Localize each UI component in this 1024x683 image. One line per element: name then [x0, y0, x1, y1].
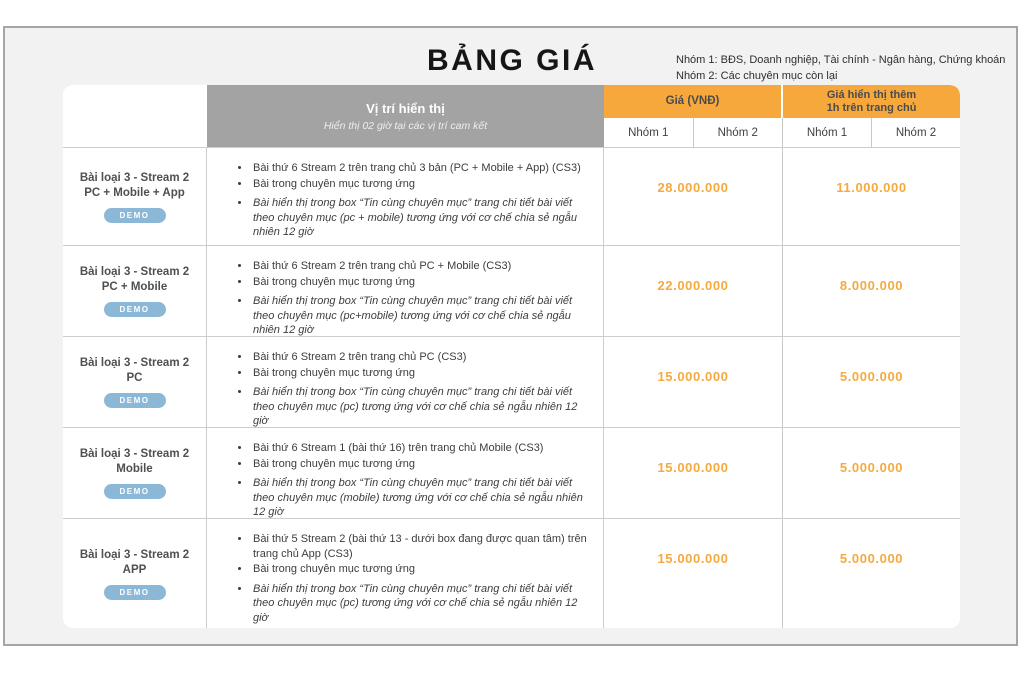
- row-4-label: Bài loại 3 - Stream 2 Mobile: [79, 448, 190, 475]
- group-note-1: Nhóm 1: BĐS, Doanh nghiệp, Tài chính - Ngân hàng, Chứng khoán: [676, 54, 1006, 66]
- row-3-description-cell: [207, 336, 604, 427]
- row-2-label-cell: [63, 245, 207, 336]
- extra-group-subheader: [783, 118, 960, 147]
- price-group-header: [604, 85, 783, 118]
- bullet-item: • Bài hiển thị trong box “Tin cùng chuyên mục” trang chi tiết bài viết theo chuyên mục (pc+mobile) tương ứng với cơ chế chia sẻ ngẫu nhiên 12 giờ: [251, 294, 593, 338]
- extra-group-col1: Nhóm 1: [783, 118, 872, 147]
- bullet-item: • Bài thứ 6 Stream 1 (bài thứ 16) trên trang chủ Mobile (CS3): [251, 441, 593, 456]
- bullet-item: • Bài trong chuyên mục tương ứng: [251, 275, 593, 290]
- bullet-item: • Bài trong chuyên mục tương ứng: [251, 366, 593, 381]
- row-3-bullet-list: [237, 350, 593, 429]
- row-5-demo-button[interactable]: DEMO: [104, 585, 166, 600]
- row-4-price: 15.000.000: [604, 427, 783, 518]
- row-4-label-cell: [63, 427, 207, 518]
- bullet-item: • Bài hiển thị trong box “Tin cùng chuyên mục” trang chi tiết bài viết theo chuyên mục (pc) tương ứng với cơ chế chia sẻ ngẫu nhiên 12 giờ: [251, 582, 593, 626]
- row-3-price: 15.000.000: [604, 336, 783, 427]
- bullet-item: • Bài trong chuyên mục tương ứng: [251, 562, 593, 577]
- price-group-label: Giá (VNĐ): [665, 95, 720, 107]
- row-1-label: Bài loại 3 - Stream 2 PC + Mobile + App: [79, 171, 190, 199]
- row-5-description-cell: [207, 518, 604, 628]
- bullet-item: • Bài trong chuyên mục tương ứng: [251, 457, 593, 472]
- row-1-description-cell: [207, 147, 604, 245]
- row-5-extra-price: 5.000.000: [783, 518, 960, 628]
- row-2-bullet-list: [237, 259, 593, 338]
- extra-group-header: [783, 85, 960, 118]
- row-1-price: 28.000.000: [604, 147, 783, 245]
- position-header-title: Vị trí hiển thị: [366, 100, 445, 116]
- group-notes: [676, 52, 1005, 84]
- price-group-col2: Nhóm 2: [694, 118, 783, 147]
- row-5-label-cell: [63, 518, 207, 628]
- bullet-item: • Bài thứ 6 Stream 2 trên trang chủ 3 bản (PC + Mobile + App) (CS3): [251, 161, 593, 176]
- row-1-label-cell: [63, 147, 207, 245]
- row-3-label: Bài loại 3 - Stream 2 PC: [79, 357, 190, 384]
- price-group-col1: Nhóm 1: [604, 118, 694, 147]
- position-header: [207, 85, 604, 147]
- position-header-subtitle: Hiển thị 02 giờ tại các vị trí cam kết: [323, 119, 488, 132]
- row-3-extra-price: 5.000.000: [783, 336, 960, 427]
- row-4-demo-button[interactable]: DEMO: [104, 484, 166, 499]
- row-2-label: Bài loại 3 - Stream 2 PC + Mobile: [79, 266, 190, 293]
- pricing-table: [63, 85, 960, 628]
- row-1-demo-button[interactable]: DEMO: [104, 208, 166, 223]
- bullet-item: • Bài thứ 6 Stream 2 trên trang chủ PC + Mobile (CS3): [251, 259, 593, 274]
- row-5-price: 15.000.000: [604, 518, 783, 628]
- row-2-extra-price: 8.000.000: [783, 245, 960, 336]
- row-1-extra-price: 11.000.000: [783, 147, 960, 245]
- bullet-item: • Bài trong chuyên mục tương ứng: [251, 177, 593, 192]
- bullet-item: • Bài thứ 5 Stream 2 (bài thứ 13 - dưới box đang được quan tâm) trên trang chủ App (CS3): [251, 532, 593, 561]
- extra-group-label-line1: Giá hiển thị thêm: [826, 88, 917, 101]
- row-4-description-cell: [207, 427, 604, 518]
- bullet-item: • Bài hiển thị trong box “Tin cùng chuyên mục” trang chi tiết bài viết theo chuyên mục (pc + mobile) tương ứng với cơ chế chia sẻ ngẫu nhiên 12 giờ: [251, 196, 593, 240]
- row-5-label: Bài loại 3 - Stream 2 APP: [79, 548, 190, 576]
- price-group-subheader: [604, 118, 783, 147]
- row-5-bullet-list: [237, 532, 593, 625]
- row-2-demo-button[interactable]: DEMO: [104, 302, 166, 317]
- row-3-demo-button[interactable]: DEMO: [104, 393, 166, 408]
- corner-cell: [63, 85, 207, 147]
- row-2-price: 22.000.000: [604, 245, 783, 336]
- row-4-extra-price: 5.000.000: [783, 427, 960, 518]
- extra-group-label-line2: 1h trên trang chủ: [826, 101, 917, 114]
- row-1-bullet-list: [237, 161, 593, 240]
- bullet-item: • Bài hiển thị trong box “Tin cùng chuyên mục” trang chi tiết bài viết theo chuyên mục (pc) tương ứng với cơ chế chia sẻ ngẫu nhiên 12 giờ: [251, 385, 593, 429]
- page-title: BẢNG GIÁ: [427, 44, 597, 77]
- bullet-item: • Bài hiển thị trong box “Tin cùng chuyên mục” trang chi tiết bài viết theo chuyên mục (mobile) tương ứng với cơ chế chia sẻ ngẫu nhiên 12 giờ: [251, 476, 593, 520]
- extra-group-col2: Nhóm 2: [872, 118, 960, 147]
- bullet-item: • Bài thứ 6 Stream 2 trên trang chủ PC (CS3): [251, 350, 593, 365]
- group-note-2: Nhóm 2: Các chuyên mục còn lại: [676, 70, 838, 82]
- row-2-description-cell: [207, 245, 604, 336]
- row-4-bullet-list: [237, 441, 593, 520]
- row-3-label-cell: [63, 336, 207, 427]
